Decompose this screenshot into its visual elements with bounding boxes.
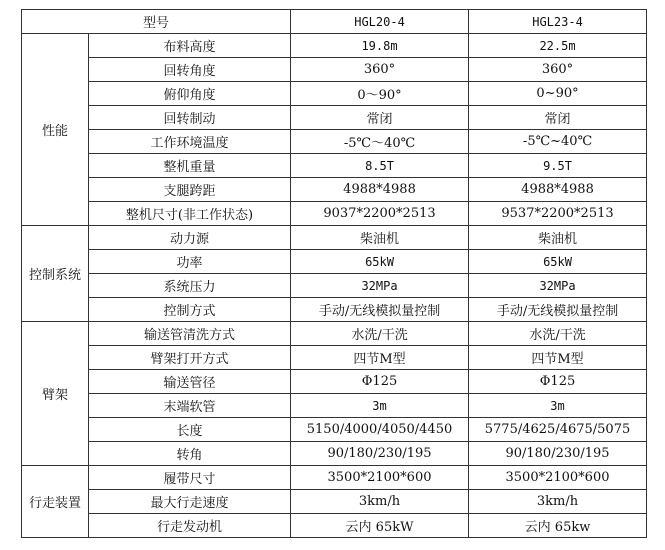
table-row xyxy=(22,106,647,130)
value-a-cell: 云内 65kW xyxy=(291,514,469,538)
table-row xyxy=(22,178,647,202)
value-b-cell: 3500*2100*600 xyxy=(469,466,647,490)
param-cell: 支腿跨距 xyxy=(89,178,291,202)
group-label: 控制系统 xyxy=(22,226,89,322)
spec-table xyxy=(21,9,647,538)
value-a-cell: 90/180/230/195 xyxy=(291,442,469,466)
value-a-cell: 0～90° xyxy=(291,82,469,106)
table-row xyxy=(22,466,647,490)
param-cell: 长度 xyxy=(89,418,291,442)
value-a-cell: 5150/4000/4050/4450 xyxy=(291,418,469,442)
param-cell: 臂架打开方式 xyxy=(89,346,291,370)
value-b-cell: 四节M型 xyxy=(469,346,647,370)
value-a-cell: 水洗/干洗 xyxy=(291,322,469,346)
value-a-cell: 3km/h xyxy=(291,490,469,514)
table-row xyxy=(22,202,647,226)
value-b-cell: 65kW xyxy=(469,250,647,274)
param-cell: 俯仰角度 xyxy=(89,82,291,106)
value-b-cell: 柴油机 xyxy=(469,226,647,250)
value-b-cell: 90/180/230/195 xyxy=(469,442,647,466)
table-row xyxy=(22,442,647,466)
value-a-cell: Φ125 xyxy=(291,370,469,394)
value-a-cell: 19.8m xyxy=(291,34,469,58)
table-row xyxy=(22,490,647,514)
value-a-cell: 360° xyxy=(291,58,469,82)
value-b-cell: 手动/无线模拟量控制 xyxy=(469,298,647,322)
value-a-cell: 9037*2200*2513 xyxy=(291,202,469,226)
param-cell: 输送管清洗方式 xyxy=(89,322,291,346)
table-row xyxy=(22,250,647,274)
table-row xyxy=(22,514,647,538)
table-row xyxy=(22,58,647,82)
table-row xyxy=(22,154,647,178)
value-a-cell: 8.5T xyxy=(291,154,469,178)
param-cell: 末端软管 xyxy=(89,394,291,418)
param-cell: 动力源 xyxy=(89,226,291,250)
table-row xyxy=(22,82,647,106)
table-row xyxy=(22,298,647,322)
value-a-cell: 3500*2100*600 xyxy=(291,466,469,490)
param-cell: 布料高度 xyxy=(89,34,291,58)
param-cell: 控制方式 xyxy=(89,298,291,322)
header-model-b: HGL23-4 xyxy=(469,10,647,34)
group-label: 性能 xyxy=(22,34,89,226)
param-cell: 整机尺寸(非工作状态) xyxy=(89,202,291,226)
value-b-cell: 9.5T xyxy=(469,154,647,178)
value-b-cell: -5℃~40℃ xyxy=(469,130,647,154)
value-b-cell: 5775/4625/4675/5075 xyxy=(469,418,647,442)
value-b-cell: 云内 65kw xyxy=(469,514,647,538)
table-row xyxy=(22,34,647,58)
param-cell: 最大行走速度 xyxy=(89,490,291,514)
value-a-cell: 32MPa xyxy=(291,274,469,298)
value-a-cell: 手动/无线模拟量控制 xyxy=(291,298,469,322)
value-a-cell: 常闭 xyxy=(291,106,469,130)
table-row xyxy=(22,226,647,250)
group-label: 行走装置 xyxy=(22,466,89,538)
param-cell: 工作环境温度 xyxy=(89,130,291,154)
value-a-cell: -5℃～40℃ xyxy=(291,130,469,154)
value-a-cell: 65kW xyxy=(291,250,469,274)
param-cell: 履带尺寸 xyxy=(89,466,291,490)
value-b-cell: Φ125 xyxy=(469,370,647,394)
value-a-cell: 柴油机 xyxy=(291,226,469,250)
param-cell: 系统压力 xyxy=(89,274,291,298)
value-b-cell: 3km/h xyxy=(469,490,647,514)
value-b-cell: 常闭 xyxy=(469,106,647,130)
table-row xyxy=(22,418,647,442)
value-b-cell: 0~90° xyxy=(469,82,647,106)
value-b-cell: 4988*4988 xyxy=(469,178,647,202)
param-cell: 回转制动 xyxy=(89,106,291,130)
value-b-cell: 360° xyxy=(469,58,647,82)
table-row xyxy=(22,322,647,346)
table-row xyxy=(22,346,647,370)
table-row xyxy=(22,130,647,154)
header-model-a: HGL20-4 xyxy=(291,10,469,34)
value-b-cell: 水洗/干洗 xyxy=(469,322,647,346)
value-a-cell: 4988*4988 xyxy=(291,178,469,202)
group-label: 臂架 xyxy=(22,322,89,466)
value-a-cell: 四节M型 xyxy=(291,346,469,370)
param-cell: 输送管径 xyxy=(89,370,291,394)
header-model-label: 型号 xyxy=(22,10,291,34)
table-row xyxy=(22,274,647,298)
table-row xyxy=(22,370,647,394)
header-row xyxy=(22,10,647,34)
param-cell: 转角 xyxy=(89,442,291,466)
value-b-cell: 9537*2200*2513 xyxy=(469,202,647,226)
value-a-cell: 3m xyxy=(291,394,469,418)
value-b-cell: 22.5m xyxy=(469,34,647,58)
value-b-cell: 32MPa xyxy=(469,274,647,298)
table-row xyxy=(22,394,647,418)
param-cell: 回转角度 xyxy=(89,58,291,82)
param-cell: 整机重量 xyxy=(89,154,291,178)
param-cell: 行走发动机 xyxy=(89,514,291,538)
param-cell: 功率 xyxy=(89,250,291,274)
value-b-cell: 3m xyxy=(469,394,647,418)
